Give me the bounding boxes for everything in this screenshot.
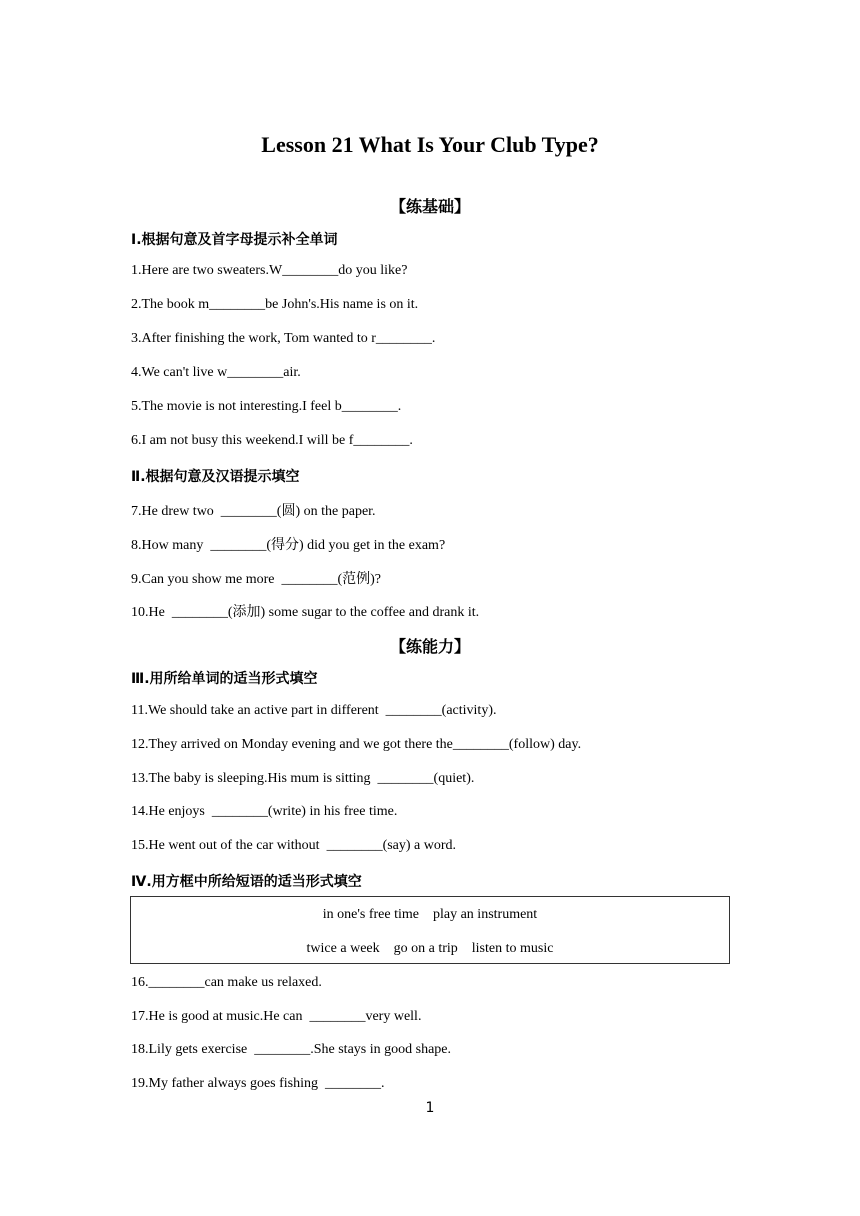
question-9: 9.Can you show me more ________(范例)?: [131, 572, 382, 587]
phrase-box: [130, 896, 730, 964]
question-3: 3.After finishing the work, Tom wanted to r________.: [131, 331, 436, 346]
question-1: 1.Here are two sweaters.W________do you like?: [131, 263, 408, 278]
page-number: 1: [425, 1100, 435, 1116]
question-16: 16.________can make us relaxed.: [131, 975, 322, 990]
question-7: 7.He drew two ________(圆) on the paper.: [131, 504, 376, 519]
phrase-box-line-1: in one's free time play an instrument: [322, 907, 538, 922]
question-6: 6.I am not busy this weekend.I will be f________.: [131, 433, 413, 448]
section-heading-ability: 【练能力】: [389, 637, 470, 656]
question-13: 13.The baby is sleeping.His mum is sitting ________(quiet).: [131, 771, 475, 786]
part-4-heading: Ⅳ.用方框中所给短语的适当形式填空: [131, 874, 362, 890]
question-18: 18.Lily gets exercise ________.She stays in good shape.: [131, 1042, 452, 1057]
part-1-heading: Ⅰ.根据句意及首字母提示补全单词: [131, 232, 338, 248]
part-3-heading: Ⅲ.用所给单词的适当形式填空: [131, 671, 318, 687]
question-19: 19.My father always goes fishing ________.: [131, 1076, 385, 1091]
section-heading-basic: 【练基础】: [389, 197, 470, 216]
question-8: 8.How many ________(得分) did you get in the exam?: [131, 538, 446, 553]
page-title: Lesson 21 What Is Your Club Type?: [261, 132, 599, 157]
question-5: 5.The movie is not interesting.I feel b________.: [131, 399, 402, 414]
question-2: 2.The book m________be John's.His name is on it.: [131, 297, 419, 312]
part-2-heading: Ⅱ.根据句意及汉语提示填空: [131, 469, 300, 485]
question-14: 14.He enjoys ________(write) in his free time.: [131, 804, 398, 819]
phrase-box-line-2: twice a week go on a trip listen to music: [306, 941, 554, 956]
question-10: 10.He ________(添加) some sugar to the coffee and drank it.: [131, 605, 480, 620]
question-12: 12.They arrived on Monday evening and we got there the________(follow) day.: [131, 737, 582, 752]
question-15: 15.He went out of the car without ________(say) a word.: [131, 838, 457, 853]
question-4: 4.We can't live w________air.: [131, 365, 301, 380]
question-11: 11.We should take an active part in different ________(activity).: [131, 703, 497, 718]
question-17: 17.He is good at music.He can ________very well.: [131, 1009, 422, 1024]
